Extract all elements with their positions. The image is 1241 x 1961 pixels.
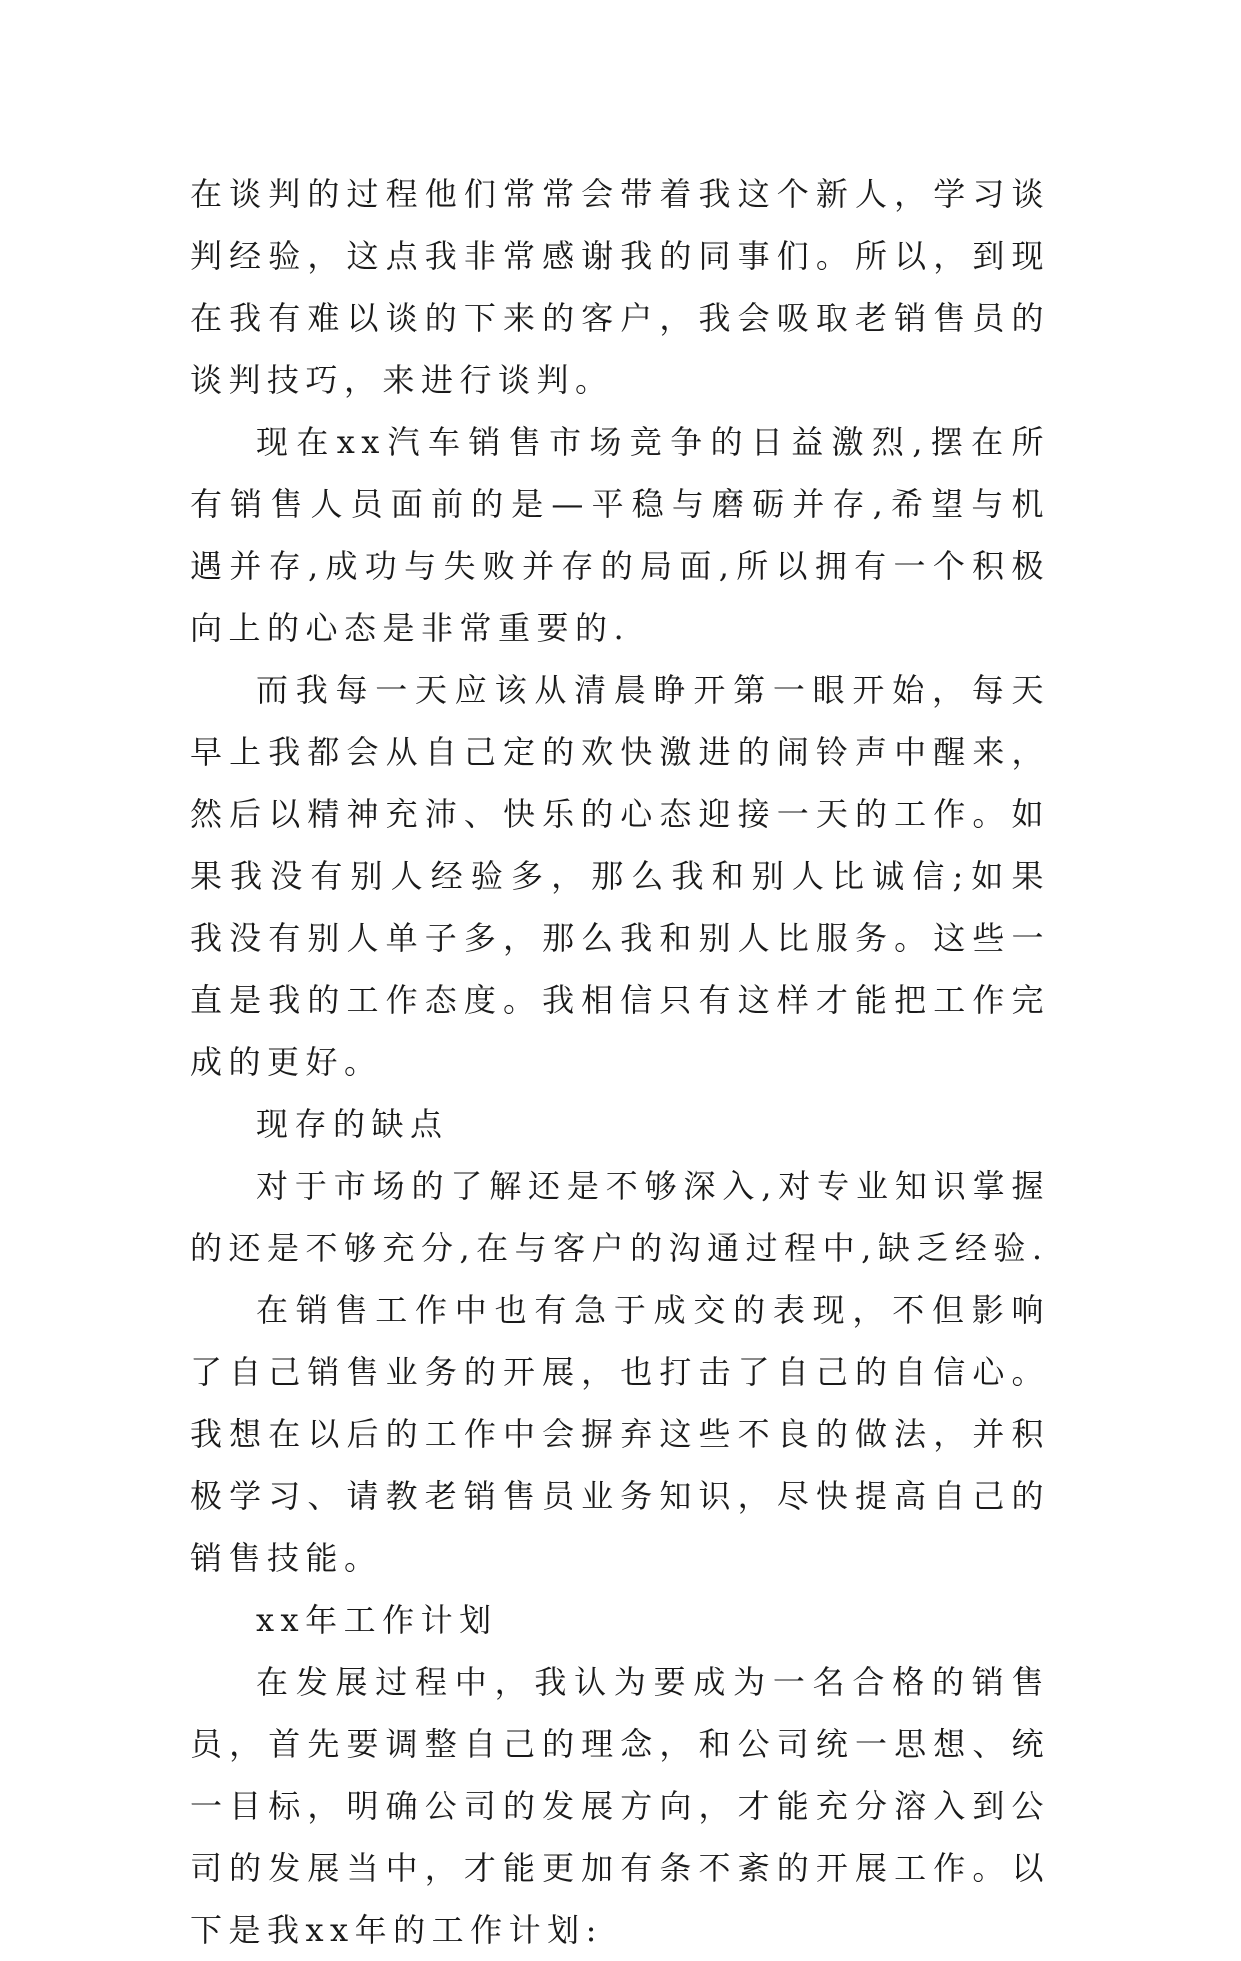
section-heading-shortcomings: 现存的缺点 [256,1105,449,1143]
paragraph-market-competition: 现在xx汽车销售市场竞争的日益激烈,摆在所有销售人员面前的是—平稳与磨砺并存,希望与机遇并存,成功与失败并存的局面,所以拥有一个积极向上的心态是非常重要的. [190,423,1050,647]
paragraph-development-plan: 在发展过程中，我认为要成为一名合格的销售员，首先要调整自己的理念，和公司统一思想、统一目标，明确公司的发展方向，才能充分溶入到公司的发展当中，才能更加有条不紊的开展工作。以下是我xx年的工作计划: [190,1663,1050,1949]
section-heading-work-plan: xx年工作计划 [256,1601,498,1639]
paragraph-daily-attitude: 而我每一天应该从清晨睁开第一眼开始，每天早上我都会从自己定的欢快激进的闹铃声中醒来，然后以精神充沛、快乐的心态迎接一天的工作。如果我没有别人经验多，那么我和别人比诚信;如果我没有别人单子多，那么我和别人比服务。这些一直是我的工作态度。我相信只有这样才能把工作完成的更好。 [190,671,1050,1081]
paragraph-sales-eagerness: 在销售工作中也有急于成交的表现，不但影响了自己销售业务的开展，也打击了自己的自信心。我想在以后的工作中会摒弃这些不良的做法，并积极学习、请教老销售员业务知识，尽快提高自己的销售技能。 [190,1291,1050,1577]
paragraph-market-knowledge: 对于市场的了解还是不够深入,对专业知识掌握的还是不够充分,在与客户的沟通过程中,缺乏经验. [190,1167,1050,1267]
document-body [190,163,1050,1961]
paragraph-negotiation: 在谈判的过程他们常常会带着我这个新人，学习谈判经验，这点我非常感谢我的同事们。所以，到现在我有难以谈的下来的客户，我会吸取老销售员的谈判技巧，来进行谈判。 [190,175,1050,399]
